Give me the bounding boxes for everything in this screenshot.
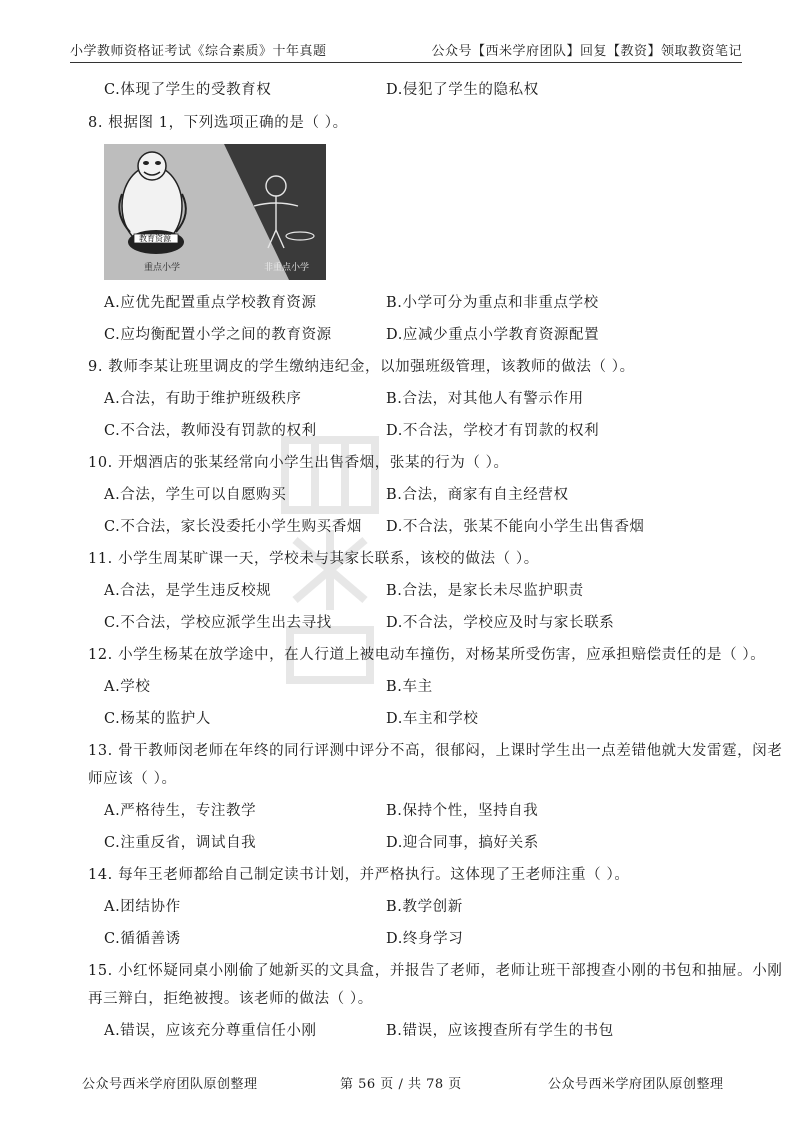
answer-option: D.不合法，张某不能向小学生出售香烟 <box>386 519 645 535</box>
answer-option: A.应优先配置重点学校教育资源 <box>104 295 317 311</box>
cartoon-image <box>104 144 326 280</box>
question-stem: 11. 小学生周某旷课一天，学校未与其家长联系，该校的做法（ ）。 <box>88 551 539 567</box>
question-stem: 8. 根据图 1，下列选项正确的是（ ）。 <box>88 115 348 131</box>
answer-option: D.迎合同事，搞好关系 <box>386 835 539 851</box>
figure-1-cartoon <box>104 144 326 280</box>
answer-option: B.小学可分为重点和非重点学校 <box>386 295 599 311</box>
answer-option: C.循循善诱 <box>104 931 181 947</box>
label-nonkey-school: 非重点小学 <box>264 263 310 273</box>
answer-option: A.合法，学生可以自愿购买 <box>104 487 287 503</box>
question-stem: 12. 小学生杨某在放学途中，在人行道上被电动车撞伤，对杨某所受伤害，应承担赔偿责任的是（ ）。 <box>88 647 766 663</box>
question-stem: 9. 教师李某让班里调皮的学生缴纳违纪金，以加强班级管理，该教师的做法（ ）。 <box>88 359 635 375</box>
answer-option: D.车主和学校 <box>386 711 479 727</box>
answer-option: D.不合法，学校才有罚款的权利 <box>386 423 600 439</box>
answer-option: B.车主 <box>386 679 433 695</box>
page-number: 第 56 页 / 共 78 页 <box>340 1077 462 1092</box>
answer-option: A.学校 <box>104 679 151 695</box>
question-stem: 13. 骨干教师闵老师在年终的同行评测中评分不高，很郁闷，上课时学生出一点差错他就大发雷霆，闵老 <box>88 743 783 759</box>
answer-option: C.不合法，教师没有罚款的权利 <box>104 423 317 439</box>
answer-option: B.教学创新 <box>386 899 463 915</box>
answer-option: B.合法，对其他人有警示作用 <box>386 391 584 407</box>
header-promo: 公众号【西米学府团队】回复【教资】领取教资笔记 <box>431 44 742 59</box>
answer-option: C.杨某的监护人 <box>104 711 211 727</box>
answer-option: B.错误，应该搜查所有学生的书包 <box>386 1023 614 1039</box>
answer-option: D.终身学习 <box>386 931 464 947</box>
answer-option: D.应减少重点小学教育资源配置 <box>386 327 600 343</box>
question-stem: 10. 开烟酒店的张某经常向小学生出售香烟，张某的行为（ ）。 <box>88 455 509 471</box>
footer-left: 公众号西米学府团队原创整理 <box>82 1077 258 1092</box>
question-stem: 师应该（ ）。 <box>88 771 177 787</box>
header-divider <box>70 62 742 63</box>
answer-option: D.不合法，学校应及时与家长联系 <box>386 615 615 631</box>
answer-option: C.不合法，家长没委托小学生购买香烟 <box>104 519 362 535</box>
header-title: 小学教师资格证考试《综合素质》十年真题 <box>70 44 327 59</box>
answer-option: C.不合法，学校应派学生出去寻找 <box>104 615 332 631</box>
answer-option: C.体现了学生的受教育权 <box>104 82 272 98</box>
question-stem: 15. 小红怀疑同桌小刚偷了她新买的文具盒，并报告了老师，老师让班干部搜查小刚的书包和抽屉。小刚 <box>88 963 783 979</box>
answer-option: B.合法，是家长未尽监护职责 <box>386 583 584 599</box>
answer-option: A.严格待生，专注教学 <box>104 803 257 819</box>
answer-option: D.侵犯了学生的隐私权 <box>386 82 539 98</box>
answer-option: C.注重反省，调试自我 <box>104 835 257 851</box>
answer-option: C.应均衡配置小学之间的教育资源 <box>104 327 332 343</box>
label-education-resource: 教育资源 <box>139 234 171 243</box>
answer-option: A.合法，有助于维护班级秩序 <box>104 391 302 407</box>
answer-option: B.合法，商家有自主经营权 <box>386 487 569 503</box>
question-stem: 再三辩白，拒绝被搜。该老师的做法（ ）。 <box>88 991 373 1007</box>
question-stem: 14. 每年王老师都给自己制定读书计划，并严格执行。这体现了王老师注重（ ）。 <box>88 867 630 883</box>
label-key-school: 重点小学 <box>144 263 181 273</box>
footer-right: 公众号西米学府团队原创整理 <box>548 1077 724 1092</box>
answer-option: A.错误，应该充分尊重信任小刚 <box>104 1023 317 1039</box>
answer-option: B.保持个性，坚持自我 <box>386 803 539 819</box>
answer-option: A.团结协作 <box>104 899 181 915</box>
answer-option: A.合法，是学生违反校规 <box>104 583 272 599</box>
